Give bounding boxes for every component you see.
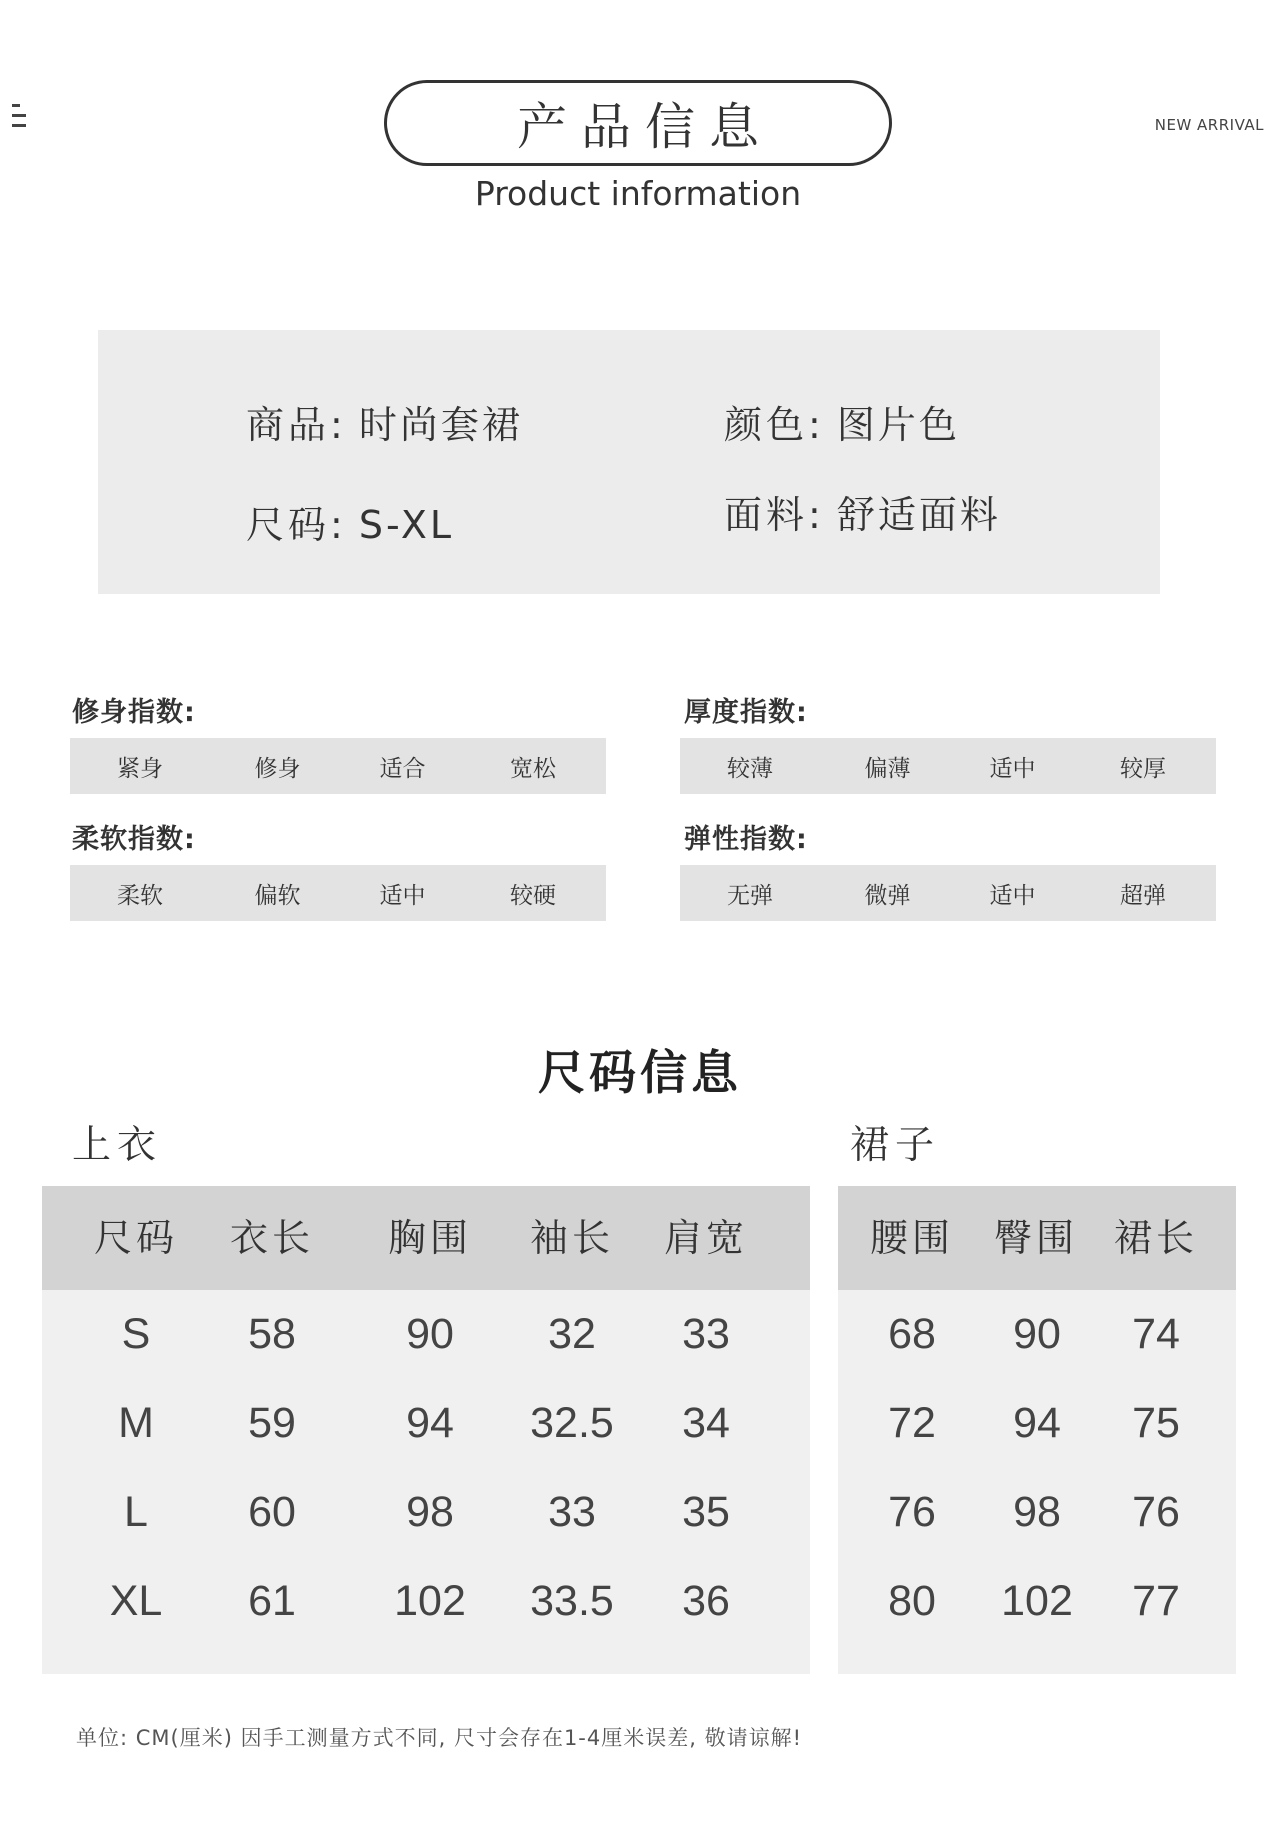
elasticity-index-label: 弹性指数: [684, 824, 808, 855]
title-pill [384, 80, 892, 166]
table-row [42, 1557, 810, 1646]
table-row [838, 1557, 1236, 1646]
softness-index-label: 柔软指数: [72, 824, 196, 855]
new-arrival-tag: NEW ARRIVAL [1154, 116, 1264, 134]
elasticity-option: 无弹 [727, 882, 773, 909]
skirt-table-header [838, 1186, 1236, 1290]
softness-option: 较硬 [510, 882, 556, 909]
top-header-cell: 尺码 [93, 1216, 178, 1260]
product-name [246, 394, 523, 449]
product-fabric-key: 面料: [724, 493, 825, 537]
fit-option: 适合 [379, 755, 426, 782]
table-cell: 98 [406, 1488, 454, 1536]
table-cell: 76 [1132, 1488, 1180, 1536]
product-name-key: 商品: [246, 403, 347, 447]
table-cell: 58 [248, 1310, 296, 1358]
table-cell: 61 [248, 1577, 296, 1625]
thickness-option: 偏薄 [864, 755, 911, 782]
product-name-value: 时尚套裙 [358, 403, 523, 447]
table-cell: 72 [888, 1399, 936, 1447]
table-row [42, 1468, 810, 1557]
table-cell: 90 [406, 1310, 454, 1358]
product-size [246, 494, 454, 549]
softness-option: 偏软 [254, 882, 301, 909]
thickness-index-label: 厚度指数: [684, 697, 808, 728]
table-cell: 59 [248, 1399, 296, 1447]
top-table-header [42, 1186, 810, 1290]
table-cell: 32 [548, 1310, 596, 1358]
skirt-size-table [838, 1186, 1236, 1674]
size-info-title: 尺码信息 [538, 1046, 742, 1101]
fit-index-label: 修身指数: [72, 697, 196, 728]
table-cell: 102 [394, 1577, 466, 1625]
page-title: 产品信息 [517, 98, 773, 156]
measurement-footnote: 单位: CM(厘米) 因手工测量方式不同, 尺寸会存在1-4厘米误差, 敬请谅解! [76, 1726, 803, 1750]
skirt-header-cell: 裙长 [1113, 1216, 1198, 1260]
table-cell: 94 [406, 1399, 454, 1447]
table-cell: 33 [548, 1488, 596, 1536]
table-cell: 35 [682, 1488, 730, 1536]
page-subtitle: Product information [474, 174, 802, 213]
top-header-cell: 衣长 [229, 1216, 314, 1260]
fit-option: 紧身 [117, 755, 163, 782]
softness-option: 柔软 [117, 882, 163, 909]
product-size-key: 尺码: [246, 503, 347, 547]
table-cell: S [121, 1310, 151, 1358]
table-cell: 74 [1132, 1310, 1180, 1358]
table-cell: 80 [888, 1577, 936, 1625]
skirt-header-cell: 臀围 [993, 1216, 1078, 1260]
thickness-index-bar [680, 738, 1216, 794]
product-fabric [724, 484, 1001, 539]
top-header-cell: 袖长 [529, 1216, 614, 1260]
table-cell: 68 [888, 1310, 936, 1358]
elasticity-index-bar [680, 865, 1216, 921]
product-size-value: S-XL [358, 503, 455, 547]
table-cell: 75 [1132, 1399, 1180, 1447]
fit-option: 宽松 [510, 755, 556, 782]
thickness-option: 较厚 [1120, 755, 1166, 782]
table-cell: L [124, 1488, 148, 1536]
table-row [838, 1379, 1236, 1468]
thickness-option: 较薄 [727, 755, 773, 782]
softness-index-bar [70, 865, 606, 921]
table-cell: 90 [1013, 1310, 1061, 1358]
table-cell: 98 [1013, 1488, 1061, 1536]
product-info-box [98, 330, 1160, 594]
elasticity-option: 超弹 [1120, 882, 1166, 909]
table-cell: 76 [888, 1488, 936, 1536]
table-row [838, 1468, 1236, 1557]
menu-icon [12, 104, 26, 134]
table-row [838, 1290, 1236, 1379]
table-cell: 94 [1013, 1399, 1061, 1447]
product-color [724, 394, 960, 449]
fit-index-bar [70, 738, 606, 794]
top-header-cell: 肩宽 [663, 1216, 748, 1260]
table-row [42, 1290, 810, 1379]
table-cell: 60 [248, 1488, 296, 1536]
table-cell: 77 [1132, 1577, 1180, 1625]
table-row [42, 1379, 810, 1468]
table-cell: 36 [682, 1577, 730, 1625]
table-cell: 32.5 [530, 1399, 614, 1447]
table-cell: 33 [682, 1310, 730, 1358]
thickness-option: 适中 [989, 755, 1036, 782]
top-table-title: 上衣 [72, 1123, 163, 1168]
table-cell: 102 [1001, 1577, 1073, 1625]
skirt-header-cell: 腰围 [869, 1216, 954, 1260]
product-fabric-value: 舒适面料 [836, 493, 1001, 537]
softness-option: 适中 [379, 882, 426, 909]
top-size-table [42, 1186, 810, 1674]
product-color-key: 颜色: [724, 403, 825, 447]
table-cell: M [118, 1399, 154, 1447]
product-color-value: 图片色 [836, 403, 960, 447]
elasticity-option: 适中 [989, 882, 1036, 909]
elasticity-option: 微弹 [864, 882, 911, 909]
table-cell: 33.5 [530, 1577, 614, 1625]
top-header-cell: 胸围 [387, 1216, 472, 1260]
fit-option: 修身 [254, 755, 301, 782]
table-cell: 34 [682, 1399, 730, 1447]
table-cell: XL [109, 1577, 163, 1625]
skirt-table-title: 裙子 [850, 1123, 941, 1168]
